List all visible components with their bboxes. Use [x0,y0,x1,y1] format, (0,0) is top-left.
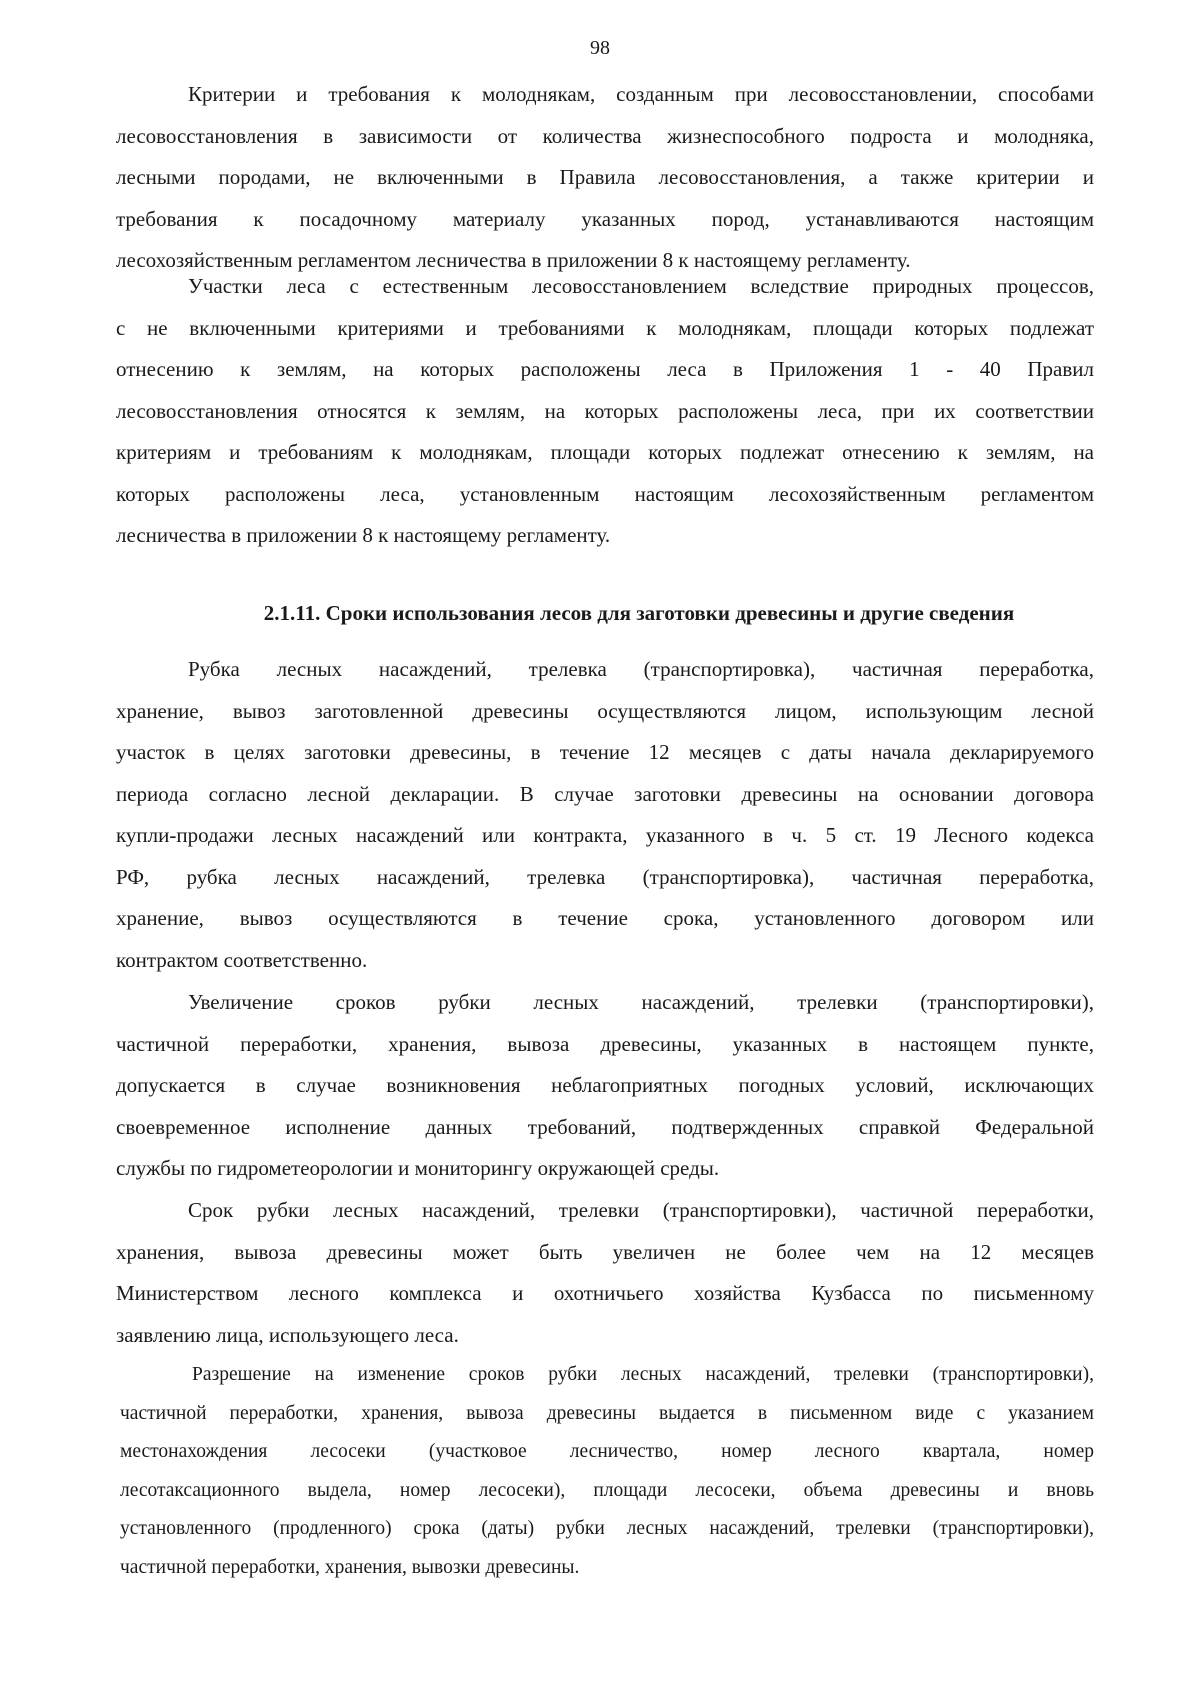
text-line: Разрешение на изменение сроков рубки лесных насаждений, трелевки (транспортировки), [192,1364,1094,1385]
text-line: лесотаксационного выдела, номер лесосеки), площади лесосеки, объема древесины и вновь [120,1479,1094,1501]
text-line: Критерии и требования к молоднякам, созданным при лесовосстановлении, способами [188,82,1094,106]
text-line: периода согласно лесной декларации. В случае заготовки древесины на основании договора [116,781,1094,806]
text-line: лесовосстановления в зависимости от количества жизнеспособного подроста и молодняка, [116,123,1094,148]
text-line: лесовосстановления относятся к землям, на которых расположены леса, при их соответствии [116,398,1094,423]
section-heading: 2.1.11. Сроки использования лесов для заготовки древесины и другие сведения [263,601,1015,625]
text-line: с не включенными критериями и требованиями к молоднякам, площади которых подлежат [116,315,1094,340]
text-line: частичной переработки, хранения, вывозки древесины. [120,1556,580,1578]
text-line: Участки леса с естественным лесовосстановлением вследствие природных процессов, [188,274,1094,298]
text-line: допускается в случае возникновения неблагоприятных погодных условий, исключающих [116,1073,1094,1097]
text-line: установленного (продленного) срока (даты) рубки лесных насаждений, трелевки (транспортировки), [120,1518,1094,1539]
text-line: хранение, вывоз заготовленной древесины осуществляются лицом, использующим лесной [116,698,1094,723]
paragraph-term-extension [116,982,1094,1190]
text-line: службы по гидрометеорологии и мониторингу окружающей среды. [116,1156,720,1180]
text-line: Рубка лесных насаждений, трелевка (транспортировка), частичная переработка, [188,657,1094,681]
paragraph-natural-regeneration [116,266,1094,557]
text-line: отнесению к землям, на которых расположены леса в Приложения 1 - 40 Правил [116,357,1094,381]
paragraph-harvest-terms [116,649,1094,981]
text-line: лесничества в приложении 8 к настоящему регламенту. [116,523,611,547]
text-line: Увеличение сроков рубки лесных насаждений, трелевки (транспортировки), [188,990,1094,1014]
text-line: хранения, вывоза древесины может быть увеличен не более чем на 12 месяцев [116,1239,1094,1264]
paragraph-permission [120,1356,1094,1587]
text-line: РФ, рубка лесных насаждений, трелевка (транспортировка), частичная переработка, [116,864,1094,889]
text-line: частичной переработки, хранения, вывоза древесины выдается в письменном виде с указанием [120,1402,1094,1424]
paragraph-criteria [116,74,1094,282]
text-line: критериям и требованиям к молоднякам, площади которых подлежат отнесению к землям, на [116,440,1094,464]
text-line: купли-продажи лесных насаждений или контракта, указанного в ч. 5 ст. 19 Лесного кодекса [116,823,1094,847]
page-number: 98 [590,37,610,59]
text-line: своевременное исполнение данных требований, подтвержденных справкой Федеральной [116,1114,1094,1139]
paragraph-ministry-extension [116,1190,1094,1356]
text-line: Срок рубки лесных насаждений, трелевки (транспортировки), частичной переработки, [188,1198,1094,1222]
text-line: контрактом соответственно. [116,947,368,972]
text-line: местонахождения лесосеки (участковое лесничество, номер лесного квартала, номер [120,1441,1094,1462]
text-line: заявлению лица, использующего леса. [116,1322,459,1347]
text-line: требования к посадочному материалу указанных пород, устанавливаются настоящим [116,206,1094,231]
text-line: частичной переработки, хранения, вывоза древесины, указанных в настоящем пункте, [116,1031,1094,1056]
text-line: Министерством лесного комплекса и охотничьего хозяйства Кузбасса по письменному [116,1281,1094,1305]
text-line: лесными породами, не включенными в Правила лесовосстановления, а также критерии и [116,165,1094,189]
text-line: участок в целях заготовки древесины, в течение 12 месяцев с даты начала декларируемого [116,740,1094,764]
text-line: лесохозяйственным регламентом лесничества в приложении 8 к настоящему регламенту. [116,248,911,272]
text-line: которых расположены леса, установленным настоящим лесохозяйственным регламентом [116,481,1094,506]
text-line: хранение, вывоз осуществляются в течение срока, установленного договором или [116,906,1094,930]
